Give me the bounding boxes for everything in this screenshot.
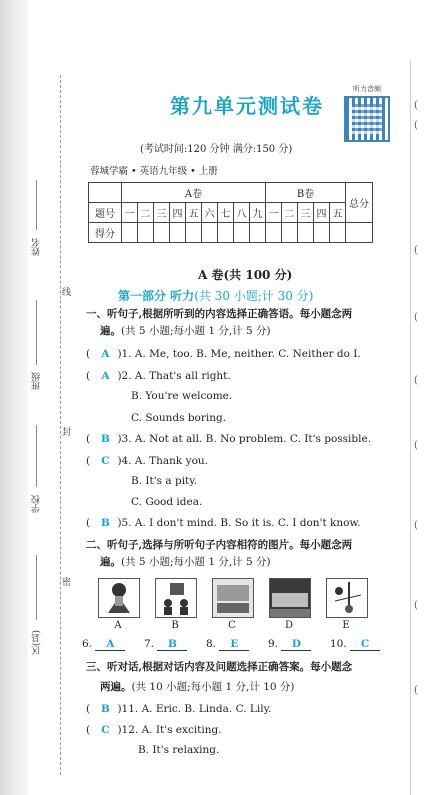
sec2-title: 二、听句子,选择与所听句子内容相符的图片。每小题念两 <box>86 539 353 551</box>
sec1-note: (共 5 小题;每小题 1 分,计 5 分) <box>121 325 271 337</box>
blank-10-num: 10. <box>330 638 347 650</box>
q11-text: )11. A. Eric. B. Linda. C. Lily. <box>117 703 272 715</box>
exam-page <box>80 0 410 795</box>
sec3-note: (共 10 小题;每小题 1 分,计 10 分) <box>131 681 295 693</box>
col-a: 七 <box>218 203 234 223</box>
q2-option-a: )2. A. That's all right. <box>117 370 231 382</box>
blank-8-num: 8. <box>206 638 217 650</box>
col-b: 三 <box>298 203 314 223</box>
blank-8 <box>206 638 249 651</box>
blank-6 <box>82 638 125 651</box>
score-cell[interactable] <box>250 223 266 243</box>
q12-option-a: )12. A. It's exciting. <box>117 724 222 736</box>
edge-paren: ( <box>414 245 418 256</box>
col-b: 二 <box>282 203 298 223</box>
answer-12[interactable]: C <box>101 724 110 736</box>
picture-c-label: C <box>228 620 236 631</box>
next-page-edge <box>410 60 428 795</box>
district-rule <box>36 555 37 620</box>
exam-info: (考试时间:120 分钟 满分:150 分) <box>140 144 293 155</box>
class-rule <box>36 300 37 365</box>
score-cell[interactable] <box>282 223 298 243</box>
score-cell[interactable] <box>234 223 250 243</box>
q1-text: )1. A. Me, too. B. Me, neither. C. Neither do I. <box>117 348 361 360</box>
picture-e-label: E <box>342 620 350 631</box>
q4-option-a: )4. A. Thank you. <box>117 455 208 467</box>
col-a: 四 <box>170 203 186 223</box>
blank-10 <box>330 638 380 651</box>
qr-label: 听力音频 <box>353 85 381 93</box>
page-title: 第九单元测试卷 <box>170 94 324 118</box>
row-label-number: 题号 <box>89 203 122 223</box>
corner-cell <box>89 183 122 203</box>
sec2-note: (共 5 小题;每小题 1 分,计 5 分) <box>121 556 271 568</box>
part1-title: 第一部分 听力 <box>118 289 195 303</box>
answer-1[interactable]: A <box>101 348 110 360</box>
sec1-title: 一、听句子,根据所听到的内容选择正确答语。每小题念两 <box>86 308 353 320</box>
answer-11[interactable]: B <box>101 703 110 715</box>
part1-sub: (共 30 小题;计 30 分) <box>194 289 314 303</box>
score-cell[interactable] <box>170 223 186 243</box>
answer-4[interactable]: C <box>101 455 110 467</box>
score-cell[interactable] <box>186 223 202 243</box>
cut-word-line: 线 <box>62 288 72 298</box>
q4-option-b: B. It's a pity. <box>131 475 198 487</box>
blank-7-num: 7. <box>144 638 155 650</box>
col-a: 五 <box>186 203 202 223</box>
sec3-title2 <box>100 680 295 695</box>
blank-8-answer[interactable]: E <box>219 638 249 651</box>
col-a: 一 <box>122 203 138 223</box>
cut-word-seal: 封 <box>62 428 72 438</box>
q12-option-b: B. It's relaxing. <box>138 744 220 756</box>
score-cell[interactable] <box>138 223 154 243</box>
col-a: 三 <box>154 203 170 223</box>
col-b: 五 <box>330 203 346 223</box>
binding-spine <box>0 0 28 795</box>
row-label-score: 得分 <box>89 223 122 243</box>
question-5: ( B )5. A. I don't mind. B. So it is. C. I don't know. <box>86 517 361 529</box>
sec2-title2 <box>100 555 271 570</box>
sec1-title2-text: 遍。 <box>100 325 121 337</box>
blank-10-answer[interactable]: C <box>350 638 380 651</box>
sec2-title2-text: 遍。 <box>100 556 121 568</box>
school-rule <box>36 425 37 487</box>
district-label: 区(县) <box>32 630 42 656</box>
question-4: ( C )4. A. Thank you. <box>86 455 208 467</box>
score-cell[interactable] <box>218 223 234 243</box>
edge-paren: ( <box>414 375 418 386</box>
score-cell[interactable] <box>314 223 330 243</box>
edge-paren: ( <box>414 312 418 323</box>
blank-9-answer[interactable]: D <box>281 638 311 651</box>
blank-9 <box>268 638 311 651</box>
score-table <box>88 182 373 243</box>
col-b: 一 <box>266 203 282 223</box>
blank-9-num: 9. <box>268 638 279 650</box>
a-header: A卷 <box>122 183 266 203</box>
picture-b-label: B <box>171 620 179 631</box>
audio-qr[interactable] <box>344 84 390 136</box>
edge-paren: ( <box>414 520 418 531</box>
edge-paren: ( <box>414 120 418 131</box>
score-cell[interactable] <box>122 223 138 243</box>
total-header: 总分 <box>346 183 373 223</box>
blank-6-num: 6. <box>82 638 93 650</box>
picture-a-label: A <box>114 620 122 631</box>
col-a: 六 <box>202 203 218 223</box>
question-11: ( B )11. A. Eric. B. Linda. C. Lily. <box>86 703 272 715</box>
col-a: 二 <box>138 203 154 223</box>
blank-6-answer[interactable]: A <box>95 638 125 651</box>
cut-word-secret: 密 <box>62 578 72 588</box>
blank-7 <box>144 638 187 651</box>
part1-heading <box>118 287 313 304</box>
col-b: 四 <box>314 203 330 223</box>
b-header: B卷 <box>266 183 346 203</box>
edge-paren: ( <box>414 100 418 111</box>
picture-d-label: D <box>284 620 294 631</box>
score-cell[interactable] <box>266 223 282 243</box>
answer-2[interactable]: A <box>101 370 110 382</box>
score-cell[interactable] <box>202 223 218 243</box>
col-a: 八 <box>234 203 250 223</box>
picture-d-choir <box>269 578 311 618</box>
question-2: ( A )2. A. That's all right. <box>86 370 231 382</box>
section-a-heading: A 卷(共 100 分) <box>198 268 293 282</box>
q3-text: )3. A. Not at all. B. No problem. C. It's possible. <box>117 433 372 445</box>
blank-7-answer[interactable]: B <box>157 638 187 651</box>
answer-3[interactable]: B <box>101 433 110 445</box>
school-label: 学校 <box>32 495 42 513</box>
col-a: 九 <box>250 203 266 223</box>
sec1-title2 <box>100 324 271 339</box>
question-1: ( A )1. A. Me, too. B. Me, neither. C. Neither do I. <box>86 348 361 360</box>
edge-paren: ( <box>414 685 418 696</box>
q2-option-c: C. Sounds boring. <box>131 412 227 424</box>
sec3-title: 三、听对话,根据对话内容及问题选择正确答案。每小题念 <box>86 661 353 673</box>
name-label: 姓名 <box>32 238 42 256</box>
q2-option-b: B. You're welcome. <box>131 390 233 402</box>
picture-c-stage <box>212 578 254 618</box>
series-label: 蓉城学霸 • 英语九年级 • 上册 <box>90 166 218 177</box>
question-12: ( C )12. A. It's exciting. <box>86 724 222 736</box>
edge-paren: ( <box>414 600 418 611</box>
name-rule <box>36 180 37 230</box>
picture-a-singer <box>98 578 140 618</box>
picture-b-audience <box>155 578 197 618</box>
cut-line <box>60 75 61 775</box>
picture-e-erhu <box>326 578 368 618</box>
score-cell[interactable] <box>154 223 170 243</box>
score-cell[interactable] <box>298 223 314 243</box>
question-3: ( B )3. A. Not at all. B. No problem. C. It's possible. <box>86 433 372 445</box>
answer-5[interactable]: B <box>101 517 110 529</box>
qr-code-icon <box>344 96 390 142</box>
class-label: 班级 <box>32 372 42 390</box>
score-cell[interactable] <box>330 223 346 243</box>
q5-text: )5. A. I don't mind. B. So it is. C. I don't know. <box>117 517 361 529</box>
edge-paren: ( <box>414 440 418 451</box>
score-cell[interactable] <box>346 223 373 243</box>
q4-option-c: C. Good idea. <box>131 496 203 508</box>
sec3-title2-text: 两遍。 <box>100 681 132 693</box>
